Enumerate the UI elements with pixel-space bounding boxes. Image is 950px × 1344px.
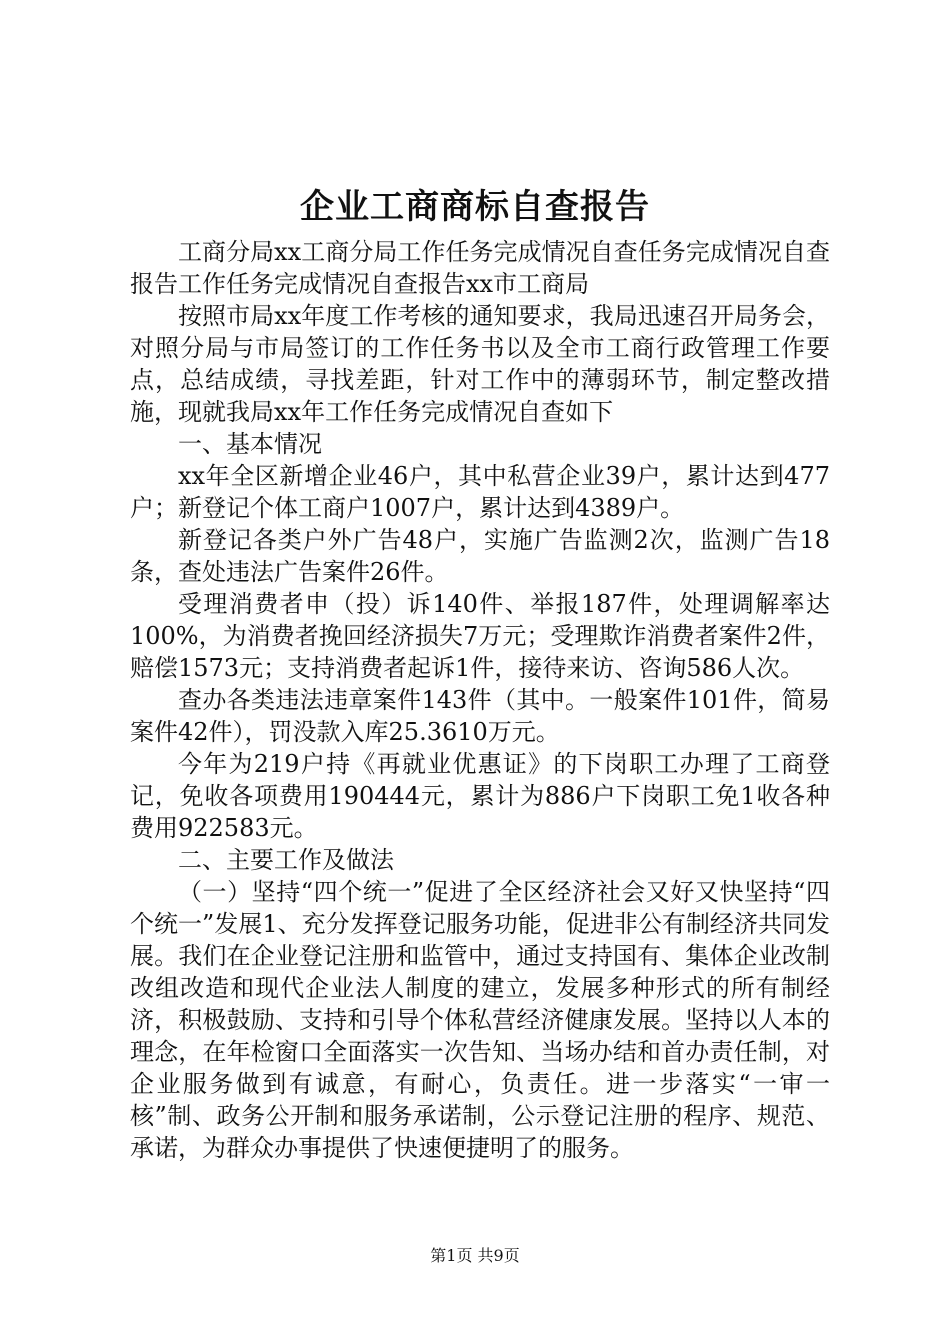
paragraph-four-unities: （一）坚持“四个统一”促进了全区经济社会又好又快坚持“四个统一”发展1、充分发挥登记服务功能，促进非公有制经济共同发展。我们在企业登记注册和监管中，通过支持国有、集体企业改制改组改造和现代企业法人制度的建立，发展多种形式的所有制经济，积极鼓励、支持和引导个体私营经济健康发展。坚持以人本的理念，在年检窗口全面落实一次告知、当场办结和首办责任制，对企业服务做到有诚意，有耐心，负责任。进一步落实“一审一核”制、政务公开制和服务承诺制，公示登记注册的程序、规范、承诺，为群众办事提供了快速便捷明了的服务。 bbox=[130, 878, 830, 1162]
document-body bbox=[130, 236, 830, 1164]
section-heading-main-work: 二、主要工作及做法 bbox=[178, 846, 394, 874]
paragraph-cases: 查办各类违法违章案件143件（其中。一般案件101件，简易案件42件），罚没款入库25.3610万元。 bbox=[130, 686, 830, 746]
section-heading-basic: 一、基本情况 bbox=[178, 430, 322, 458]
paragraph-enterprises: xx年全区新增企业46户，其中私营企业39户，累计达到477户；新登记个体工商户1007户，累计达到4389户。 bbox=[130, 462, 830, 522]
document-title: 企业工商商标自查报告 bbox=[300, 187, 650, 227]
paragraph-reemployment: 今年为219户持《再就业优惠证》的下岗职工办理了工商登记，免收各项费用190444元，累计为886户下岗职工免1收各种费用922583元。 bbox=[130, 750, 830, 842]
paragraph-advertising: 新登记各类户外广告48户，实施广告监测2次，监测广告18条，查处违法广告案件26件。 bbox=[130, 526, 830, 586]
paragraph-consumer: 受理消费者申（投）诉140件、举报187件，处理调解率达100%，为消费者挽回经济损失7万元；受理欺诈消费者案件2件，赔偿1573元；支持消费者起诉1件，接待来访、咨询586人次。 bbox=[130, 590, 830, 682]
page-footer: 第1页 共9页 bbox=[430, 1246, 520, 1265]
paragraph-intro: 工商分局xx工商分局工作任务完成情况自查任务完成情况自查报告工作任务完成情况自查报告xx市工商局 bbox=[130, 238, 830, 298]
paragraph-overview: 按照市局xx年度工作考核的通知要求，我局迅速召开局务会，对照分局与市局签订的工作任务书以及全市工商行政管理工作要点，总结成绩，寻找差距，针对工作中的薄弱环节，制定整改措施，现就我局xx年工作任务完成情况自查如下 bbox=[130, 302, 830, 426]
